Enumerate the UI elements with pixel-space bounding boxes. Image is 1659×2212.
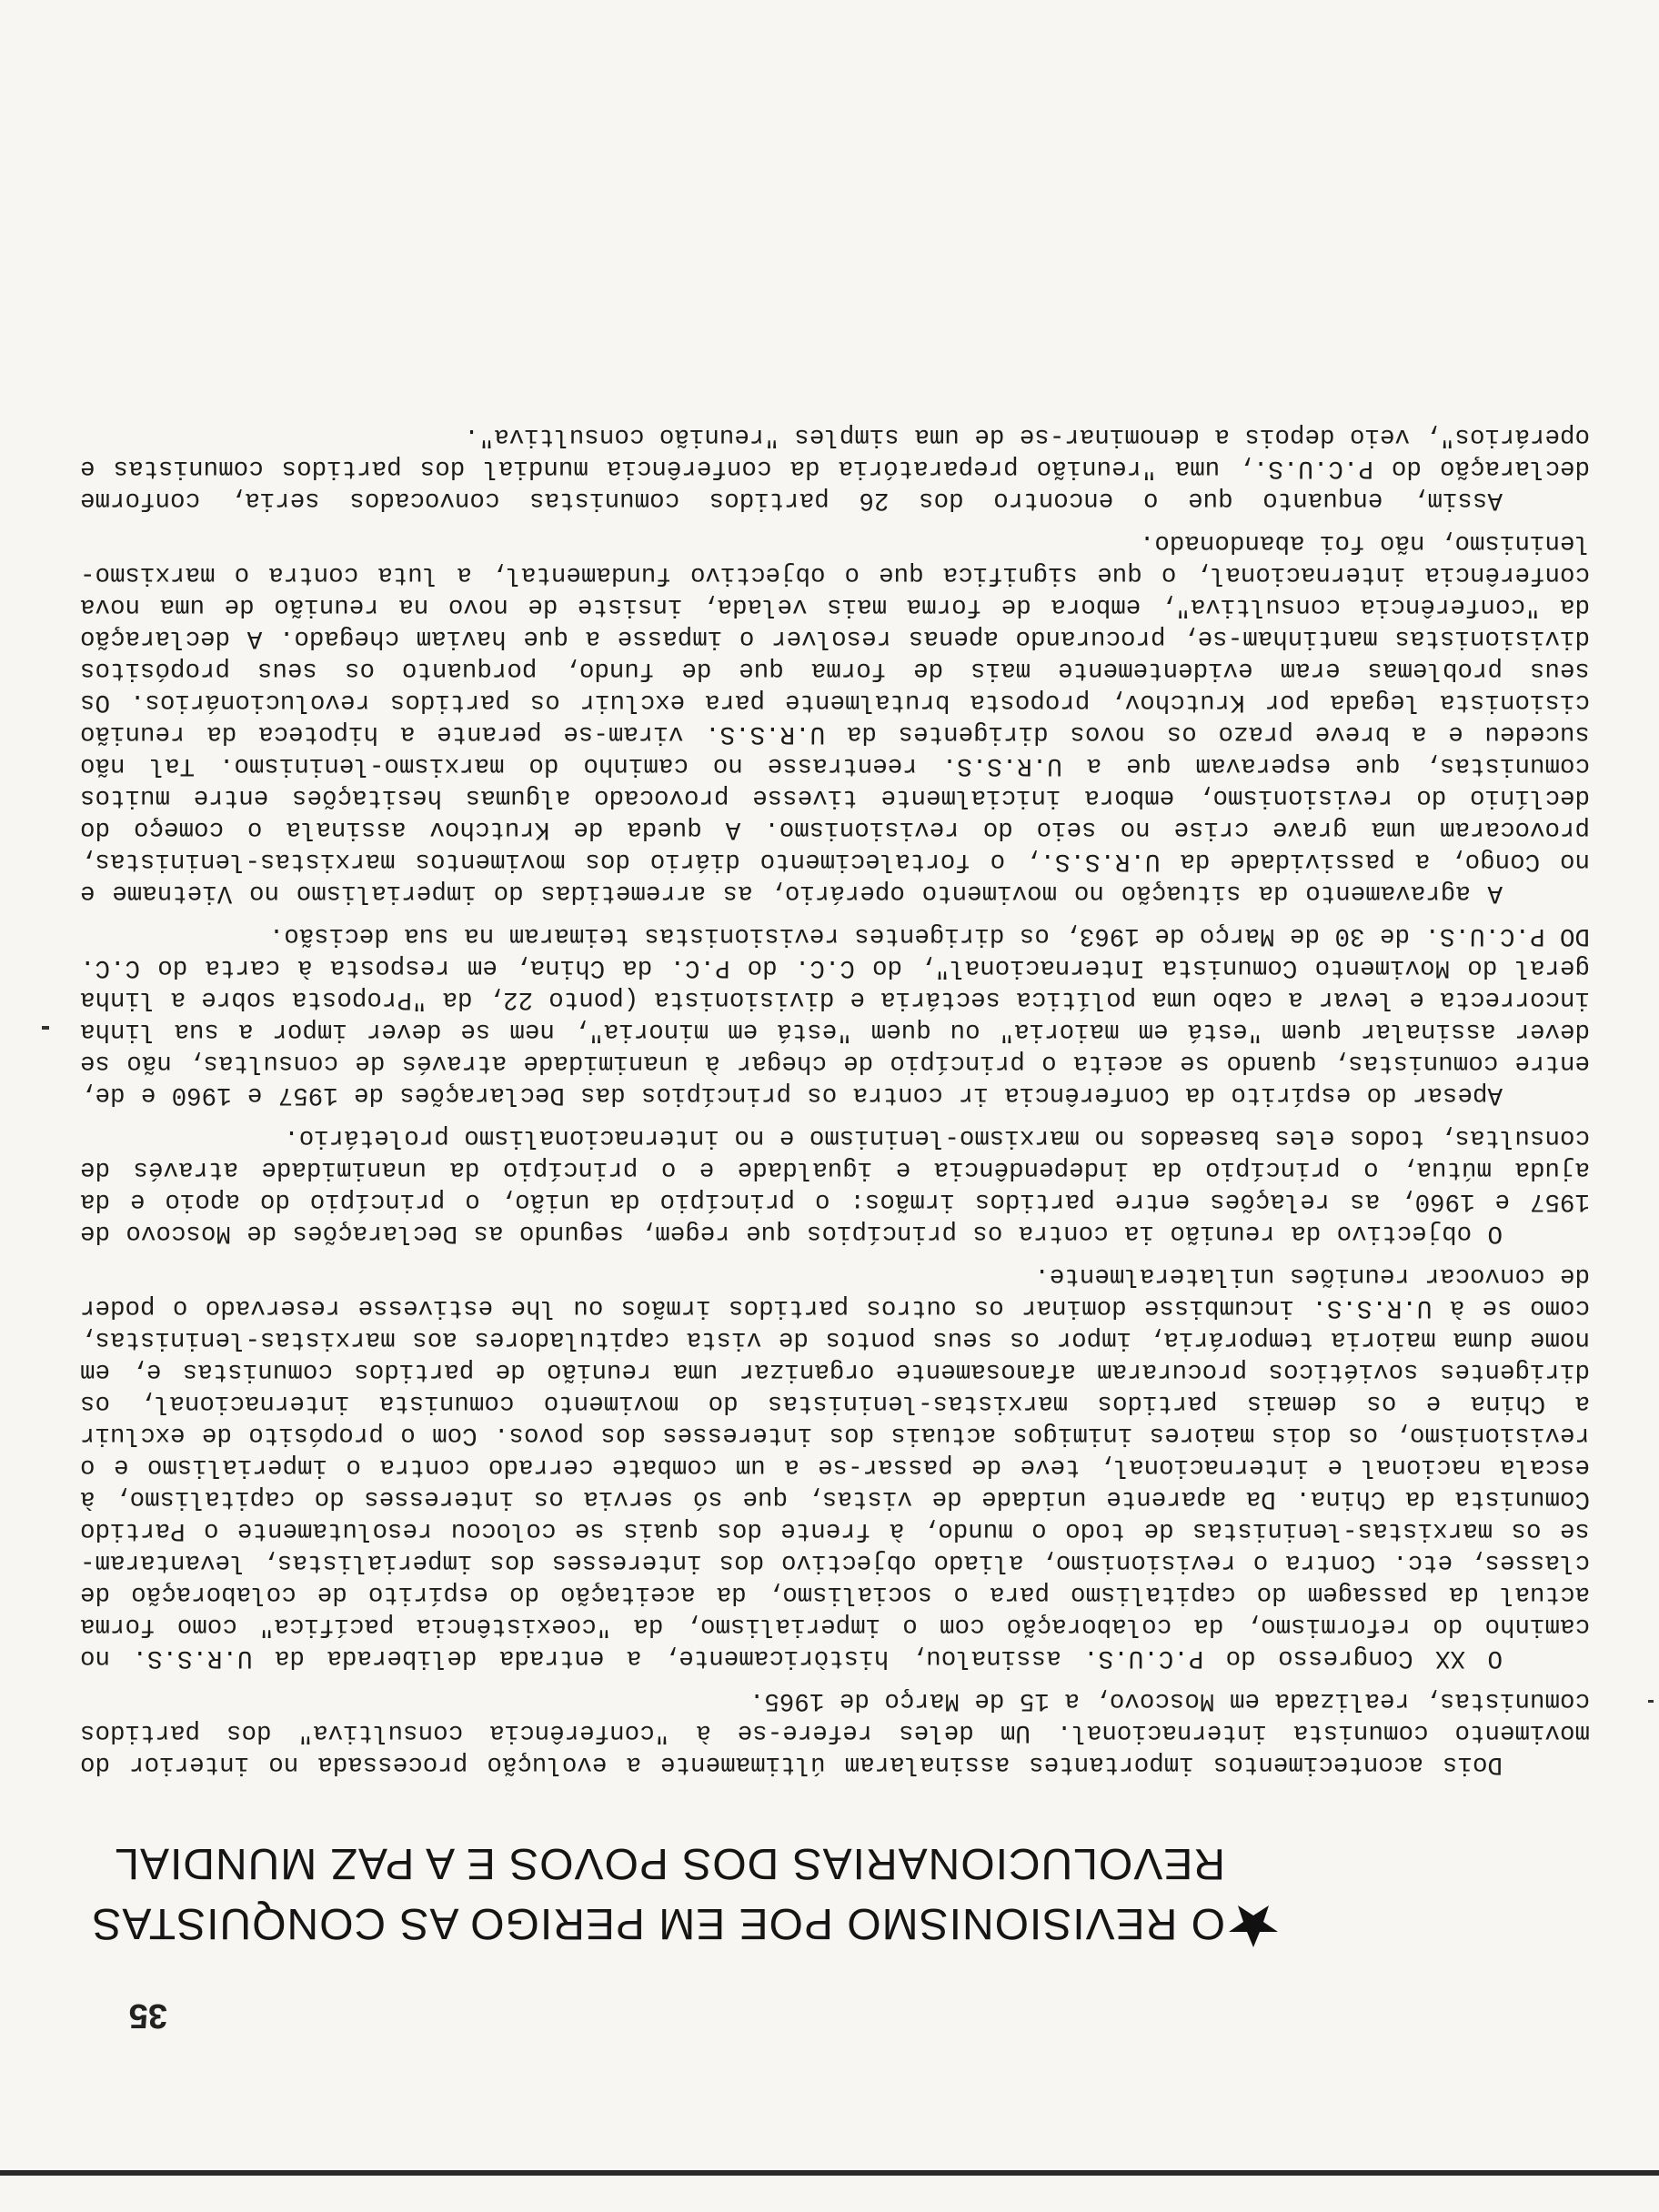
scan-mark xyxy=(1648,1700,1654,1703)
page-edge-rule xyxy=(0,2170,1659,2176)
scan-mark xyxy=(42,1026,49,1030)
title-line-1-text: O REVISIONISMO POE EM PERIGO AS CONQUISTAS xyxy=(91,1899,1225,1947)
star-icon xyxy=(1225,1904,1282,1949)
page-number: 35 xyxy=(128,1996,167,2035)
paragraph: O XX Congresso do P.C.U.S. assinalou, històricamente, a entrada deliberada da U.R.S.S. no caminho do reformismo, da colaboração com o imperialismo, da "coexistência pacífica" como forma actual da passagem do capitalismo para o socialismo, da aceitação do espírito de colaboração de classes, etc. Contra o revisionismo, aliado objectivo dos interesses dos imperialistas, levantaram-se os marxistas-leninistas de todo o mundo, à frente dos quais se colocou resolutamente o Partido Comunista da China. Da aparente unidade de vistas, que só servia os interesses do capitalismo, à escala nacional e internacional, teve de passar-se a um combate cerrado contra o imperialismo e o revisionismo, os dois maiores inimigos actuais dos interesses dos povos. Com o propósito de excluir a China e os demais partidos marxistas-leninistas do movimento comunista internacional, os dirigentes soviéticos procuraram afanosamente organizar uma reunião de partidos comunistas e, em nome duma maioria temporária, impor os seus pontos de vista capituladores aos marxistas-leninistas, como se à U.R.S.S. incumbisse dominar os outros partidos irmãos ou lhe estivesse reservado o poder de convocar reuniões unilateralmente. xyxy=(80,1262,1590,1672)
paragraph: Dois acontecimentos importantes assinalaram últimamente a evolução processada no interior do movimento comunista internacional. Um deles refere-se à "conferência consultiva" dos partidos comunistas, realizada em Moscovo, a 15 de Março de 1965. xyxy=(80,1686,1590,1778)
paragraph: Assim, enquanto que o encontro dos 26 partidos comunistas convocados seria, conforme declaração do P.C.U.S., uma "reunião preparatória da conferência mundial dos partidos comunistas e operários", veio depois a denominar-se de uma simples "reunião consultiva". xyxy=(80,422,1590,514)
article-body xyxy=(80,409,1590,1780)
article-title xyxy=(63,1833,1282,1953)
title-line-1 xyxy=(63,1893,1282,1953)
paragraph: A agravamento da situação no movimento operário, as arremetidas do imperialismo no Vietname e no Congo, a passividade da U.R.S.S., o fortalecimento diário dos movimentos marxistas-leninistas, provocaram uma grave crise no seio do revisionismo. A queda de Krutchov assinala o começo do declínio do revisionismo, embora inicialmente tivesse provocado algumas hesitações entre muitos comunistas, que esperavam que a U.R.S.S. reentrasse no caminho do marxismo-leninismo. Tal não sucedeu e a breve prazo os novos dirigentes da U.R.S.S. viram-se perante a hipoteca da reunião cisionista legada por Krutchov, proposta brutalmente para excluir os partidos revolucionários. Os seus problemas eram evidentemente mais de forma que de fundo, porquanto os seus propósitos divisionistas mantinham-se, procurando apenas resolver o impasse a que haviam chegado. A declaração da "conferência consultiva", embora de forma mais velada, insiste de novo na reunião de uma nova conferência internacional, o que significa que o objectivo fundamental, a luta contra o marxismo-leninismo, não foi abandonado. xyxy=(80,528,1590,907)
paragraph: Apesar do espírito da Conferência ir contra os princípios das Declarações de 1957 e 1960 e de, entre comunistas, quando se aceita o princípio de chegar à unanimidade através de consultas, não se dever assinalar quem "está em maioria" ou quem "está em minoria", nem se dever impor a sua linha incorrecta e levar a cabo uma política sectária e divisionista (ponto 22, da "Proposta sobre a linha geral do Movimento Comunista Internacional", do C.C. do P.C. da China, em resposta à carta do C.C. DO P.C.U.S. de 30 de Março de 1963, os dirigentes revisionistas teimaram na sua decisão. xyxy=(80,921,1590,1109)
title-line-2: REVOLUCIONARIAS DOS POVOS E A PAZ MUNDIAL xyxy=(114,1839,1225,1887)
paragraph: O objectivo da reunião ia contra os princípios que regem, segundo as Declarações de Moscovo de 1957 e 1960, as relações entre partidos irmãos: o princípio da união, o princípio do apoio e da ajuda mútua, o princípio da independência e igualdade e o princípio da unanimidade através de consultas, todos eles baseados no marxismo-leninismo e no internacionalismo proletário. xyxy=(80,1123,1590,1247)
